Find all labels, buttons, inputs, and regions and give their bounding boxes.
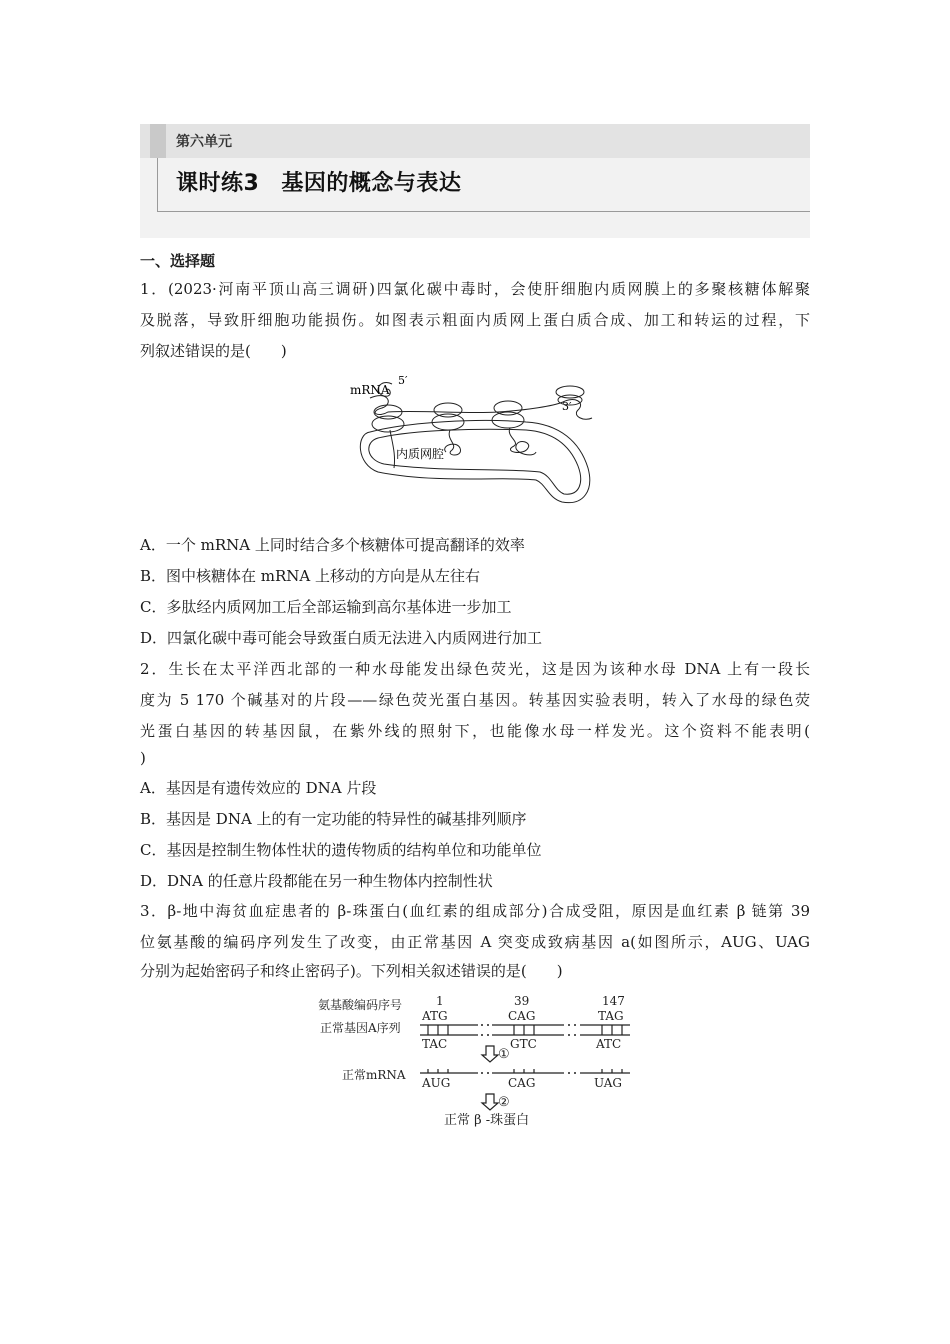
q3-text-line-2: 位氨基酸的编码序列发生了改变，由正常基因 A 突变成致病基因 a(如图所示，AUG、UAG (140, 933, 810, 951)
er-ribosome-figure (348, 372, 600, 512)
header-divider-horizontal (157, 211, 810, 212)
header-divider-vertical (157, 158, 158, 212)
three-prime-label: 3′ (562, 400, 572, 413)
header-accent-bar (150, 124, 166, 158)
q2-option-d: D．DNA 的任意片段都能在另一种生物体内控制性状 (140, 872, 493, 890)
section-title: 一、选择题 (140, 252, 216, 270)
gene-top-codon-1: ATG (422, 1009, 448, 1023)
q2-text-line-1: 2．生长在太平洋西北部的一种水母能发出绿色荧光，这是因为该种水母 DNA 上有一段长 (140, 660, 810, 678)
five-prime-label: 5′ (398, 374, 408, 387)
step-1-marker: ① (498, 1047, 510, 1062)
mrna-label: mRNA (350, 383, 390, 397)
q2-text-line-2: 度为 5 170 个碱基对的片段——绿色荧光蛋白基因。转基因实验表明，转入了水母的绿色荧 (140, 691, 810, 709)
q1-option-b: B．图中核糖体在 mRNA 上移动的方向是从左往右 (140, 567, 481, 585)
q3-text-line-1: 3．β-地中海贫血症患者的 β-珠蛋白(血红素的组成部分)合成受阻，原因是血红素 β 链第 39 (140, 902, 810, 920)
product-label: 正常 β -珠蛋白 (444, 1113, 530, 1128)
q1-option-a: A．一个 mRNA 上同时结合多个核糖体可提高翻译的效率 (140, 536, 525, 554)
header-top-strip (140, 124, 810, 158)
gene-bottom-codon-39: GTC (510, 1037, 537, 1051)
q2-option-c: C．基因是控制生物体性状的遗传物质的结构单位和功能单位 (140, 841, 542, 859)
q1-text-line-1: 1．(2023·河南平顶山高三调研)四氯化碳中毒时，会使肝细胞内质网膜上的多聚核糖体解聚 (140, 280, 810, 298)
lesson-label: 课时练3 (176, 171, 260, 196)
q2-option-a: A．基因是有遗传效应的 DNA 片段 (140, 779, 377, 797)
gene-a-row-label: 正常基因A序列 (320, 1021, 401, 1035)
q1-text-line-3: 列叙述错误的是( ) (140, 342, 287, 360)
mrna-codon-147: UAG (594, 1076, 622, 1090)
er-lumen-label: 内质网腔 (396, 447, 445, 461)
gene-sequence-figure (318, 992, 640, 1132)
aa-number-147: 147 (602, 994, 625, 1008)
q1-option-d: D．四氯化碳中毒可能会导致蛋白质无法进入内质网进行加工 (140, 629, 543, 647)
step-2-marker: ② (498, 1095, 510, 1110)
q2-option-b: B．基因是 DNA 上的有一定功能的特异性的碱基排列顺序 (140, 810, 527, 828)
mrna-codon-1: AUG (422, 1076, 451, 1090)
q1-text-line-2: 及脱落，导致肝细胞功能损伤。如图表示粗面内质网上蛋白质合成、加工和转运的过程，下 (140, 311, 810, 329)
unit-label: 第六单元 (176, 134, 232, 150)
gene-bottom-codon-1: TAC (422, 1037, 448, 1051)
aa-number-1: 1 (436, 994, 444, 1008)
mrna-row-label: 正常mRNA (342, 1068, 406, 1082)
q2-text-line-3: 光蛋白基因的转基因鼠，在紫外线的照射下，也能像水母一样发光。这个资料不能表明( (140, 722, 810, 740)
gene-bottom-codon-147: ATC (596, 1037, 622, 1051)
q3-text-line-3: 分别为起始密码子和终止密码子)。下列相关叙述错误的是( ) (140, 962, 563, 980)
gene-top-codon-147: TAG (598, 1009, 624, 1023)
q2-text-line-4: ) (140, 749, 146, 767)
aa-number-39: 39 (514, 994, 530, 1008)
gene-top-codon-39: CAG (508, 1009, 536, 1023)
page-title (176, 166, 461, 197)
aa-number-row-label: 氨基酸编码序号 (318, 998, 403, 1012)
q1-option-c: C．多肽经内质网加工后全部运输到高尔基体进一步加工 (140, 598, 512, 616)
mrna-codon-39: CAG (508, 1076, 536, 1090)
topic-label: 基因的概念与表达 (281, 171, 462, 196)
